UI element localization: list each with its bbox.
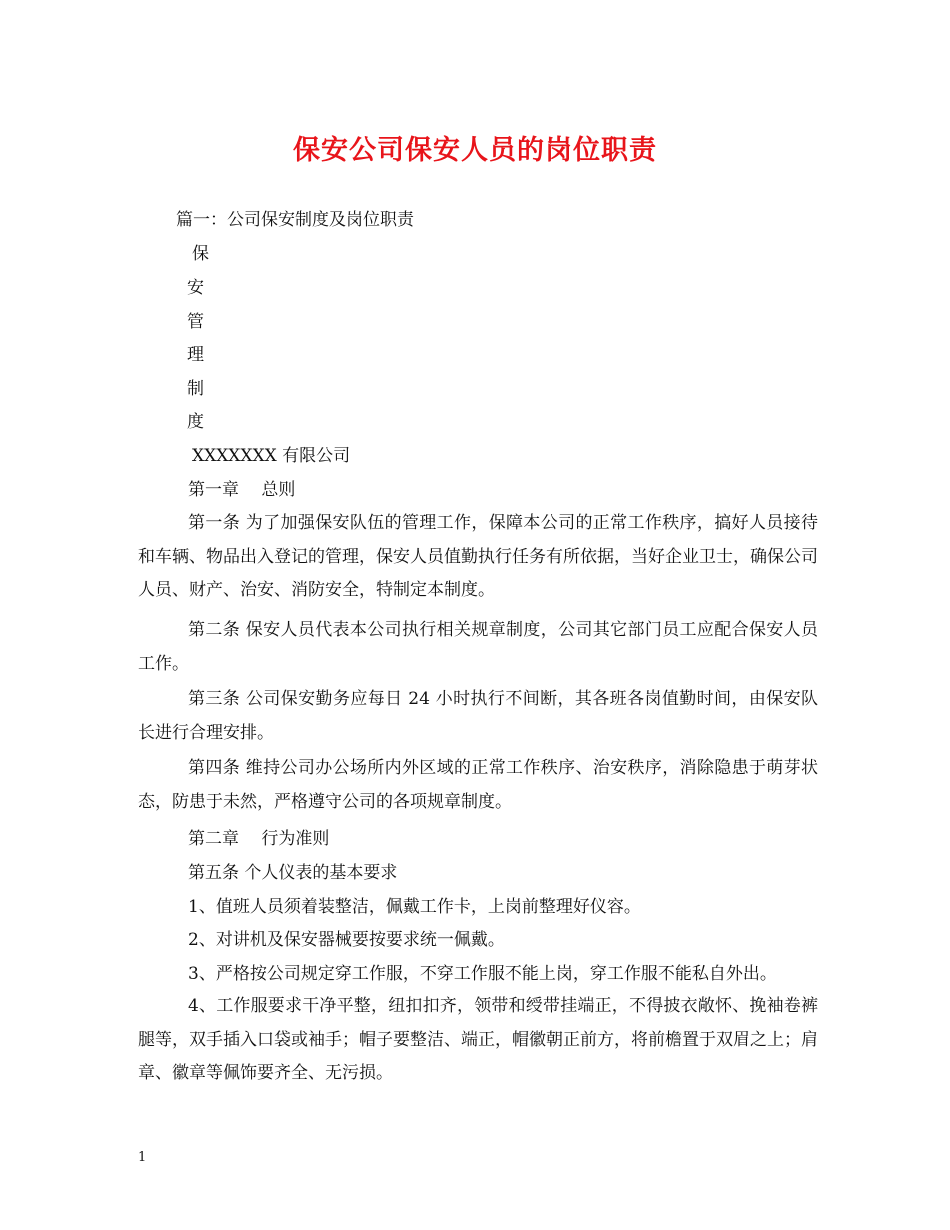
- article-paragraph: 第一条 为了加强保安队伍的管理工作，保障本公司的正常工作秩序，搞好人员接待和车辆、物品出入登记的管理，保安人员值勤执行任务有所依据，当好企业卫士，确保公司人员、财产、治安、消防安全，特制定本制度。: [138, 513, 818, 600]
- page-number: 1: [138, 1150, 147, 1165]
- vertical-char: 度: [187, 412, 204, 432]
- article-paragraph: 第四条 维持公司办公场所内外区域的正常工作秩序、治安秩序，消除隐患于萌芽状态，防患于未然，严格遵守公司的各项规章制度。: [138, 758, 818, 812]
- chapter-heading: 第二章 行为准则: [188, 829, 330, 849]
- list-item: 2、对讲机及保安器械要按要求统一佩戴。: [188, 930, 505, 950]
- company-name: XXXXXXX 有限公司: [192, 446, 351, 466]
- section-heading: 篇一：公司保安制度及岗位职责: [176, 210, 414, 230]
- vertical-char: 保: [192, 244, 209, 264]
- article-paragraph: 第二条 保安人员代表本公司执行相关规章制度，公司其它部门员工应配合保安人员工作。: [138, 620, 818, 674]
- vertical-char: 安: [187, 278, 204, 298]
- vertical-char: 制: [187, 379, 204, 399]
- document-title: 保安公司保安人员的岗位职责: [293, 135, 657, 166]
- list-item: 1、值班人员须着装整洁，佩戴工作卡，上岗前整理好仪容。: [188, 897, 641, 917]
- vertical-char: 理: [187, 345, 204, 365]
- article-heading: 第五条 个人仪表的基本要求: [188, 863, 398, 883]
- vertical-char: 管: [187, 312, 204, 332]
- chapter-heading: 第一章 总则: [188, 480, 296, 500]
- list-item: 3、严格按公司规定穿工作服，不穿工作服不能上岗，穿工作服不能私自外出。: [188, 964, 777, 984]
- list-item-paragraph: 4、工作服要求干净平整，纽扣扣齐，领带和绶带挂端正，不得披衣敞怀、挽袖卷裤腿等，双手插入口袋或袖手；帽子要整洁、端正，帽徽朝正前方，将前檐置于双眉之上；肩章、徽章等佩饰要齐全、无污损。: [138, 996, 818, 1083]
- article-paragraph: 第三条 公司保安勤务应每日 24 小时执行不间断，其各班各岗值勤时间，由保安队长进行合理安排。: [138, 689, 818, 743]
